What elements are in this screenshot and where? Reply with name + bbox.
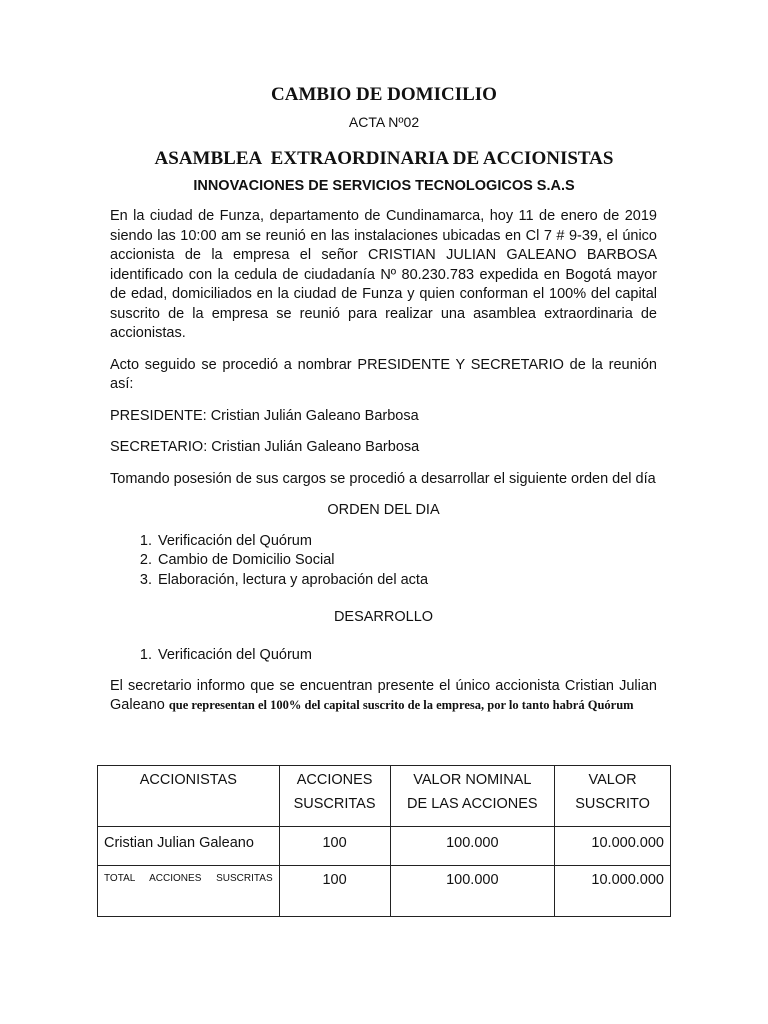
header-line: SUSCRITAS	[293, 796, 376, 812]
list-item: 1. Verificación del Quórum	[156, 646, 657, 666]
header-line: DE LAS ACCIONES	[407, 796, 538, 812]
list-item: 2. Cambio de Domicilio Social	[156, 551, 657, 571]
orden-heading: ORDEN DEL DIA	[327, 502, 440, 518]
quorum-bold-text: que representan el 100% del capital suscrito de la empresa, por lo tanto habrá Quórum	[168, 698, 634, 712]
orden-list	[110, 532, 657, 591]
table-row	[98, 866, 671, 917]
header-line: VALOR	[588, 772, 637, 788]
assembly-title-text: ASAMBLEA EXTRAORDINARIA DE ACCIONISTAS	[154, 148, 614, 169]
acto-paragraph: Acto seguido se procedió a nombrar PRESIDENTE Y SECRETARIO de la reunión así:	[110, 356, 657, 392]
company-name: INNOVACIONES DE SERVICIOS TECNOLOGICOS S.A.S	[193, 178, 575, 194]
header-line: VALOR NOMINAL	[413, 772, 532, 788]
cell-acciones: 100	[279, 866, 390, 917]
secretario-line: SECRETARIO: Cristian Julián Galeano Barbosa	[110, 439, 420, 455]
header-valor-suscrito	[555, 766, 671, 827]
assembly-title	[0, 148, 768, 170]
table-header-row	[98, 766, 671, 827]
quorum-text: El secretario informo que se encuentran presente el único accionista Cristian Julian Galeano	[110, 678, 657, 713]
header-line: SUSCRITO	[575, 796, 650, 812]
document-body	[110, 207, 657, 727]
cell-suscrito: 10.000.000	[555, 866, 671, 917]
list-item: 3. Elaboración, lectura y aprobación del acta	[156, 571, 657, 591]
header-line: ACCIONISTAS	[139, 772, 237, 788]
quorum-paragraph	[110, 677, 657, 715]
header-accionistas	[98, 766, 280, 827]
cell-nominal: 100.000	[390, 866, 555, 917]
desarrollo-heading: DESARROLLO	[333, 609, 434, 625]
acta-number: ACTA Nº02	[348, 114, 420, 130]
desarrollo-list	[110, 646, 657, 666]
list-item: 1. Verificación del Quórum	[156, 532, 657, 552]
cell-acciones: 100	[279, 827, 390, 866]
header-line: ACCIONES	[296, 772, 373, 788]
tomando-paragraph: Tomando posesión de sus cargos se procedió a desarrollar el siguiente orden del día	[110, 470, 656, 487]
intro-paragraph: En la ciudad de Funza, departamento de Cundinamarca, hoy 11 de enero de 2019 siendo las 10:00 am se reunió en las instalaciones ubicadas en Cl 7 # 9-39, el único accionista de la empresa el señor CRISTIAN JULIAN GALEANO BARBOSA identificado con la cedula de ciudadanía Nº 80.230.783 expedida en Bogotá mayor de edad, domiciliados en la ciudad de Funza y quien conforman el 100% del capital suscrito de la empresa se reunió para realizar una asamblea extraordinaria de accionistas.	[110, 208, 657, 341]
shares-table	[97, 765, 671, 917]
presidente-line: PRESIDENTE: Cristian Julián Galeano Barbosa	[110, 407, 419, 424]
cell-nominal: 100.000	[390, 827, 555, 866]
document-title: CAMBIO DE DOMICILIO	[271, 84, 497, 105]
header-acciones	[279, 766, 390, 827]
header-valor-nominal	[390, 766, 555, 827]
cell-name: Cristian Julian Galeano	[98, 827, 280, 866]
cell-total-label: TOTAL ACCIONES SUSCRITAS	[98, 866, 280, 917]
table-row	[98, 827, 671, 866]
cell-suscrito: 10.000.000	[555, 827, 671, 866]
